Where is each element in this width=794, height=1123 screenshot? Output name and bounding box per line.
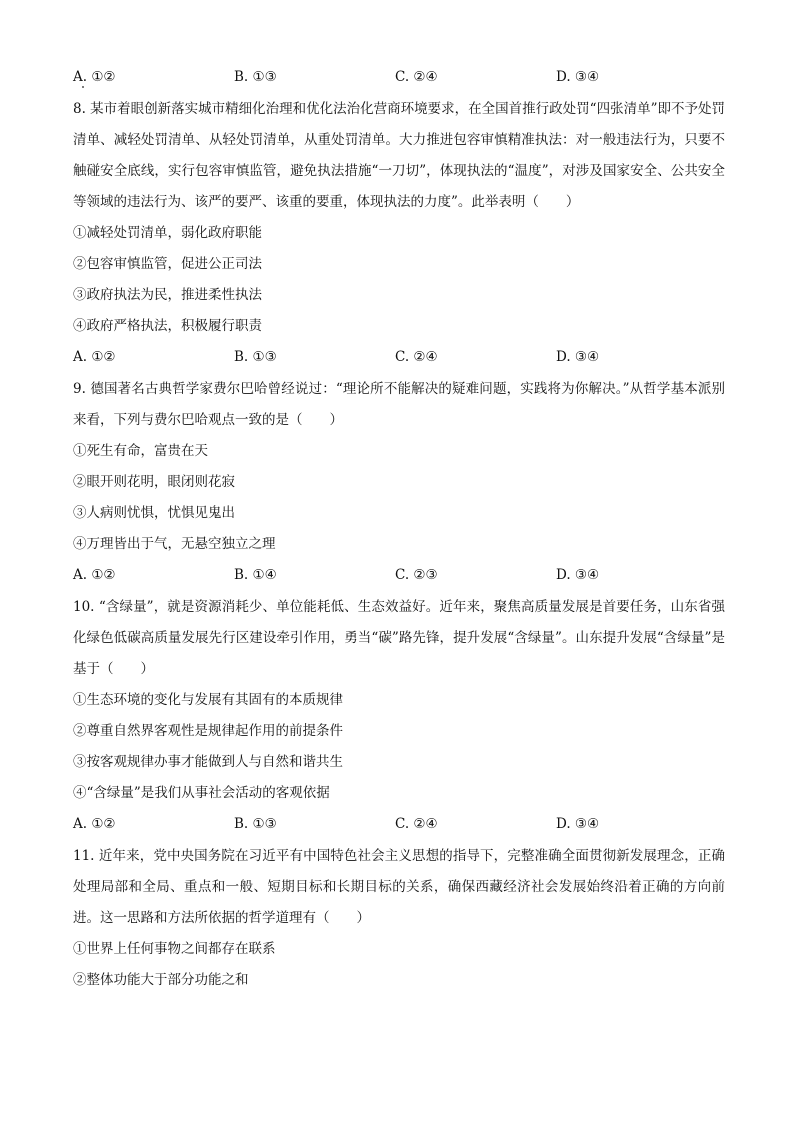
option-a: A. ①② bbox=[73, 566, 116, 583]
option-a: A. ①② bbox=[73, 348, 116, 365]
option-b: B. ①③ bbox=[234, 68, 277, 85]
question-9 bbox=[73, 374, 725, 589]
statement-1: ①减轻处罚清单，弱化政府职能 bbox=[73, 225, 262, 241]
statement-2: ②尊重自然界客观性是规律起作用的前提条件 bbox=[73, 723, 343, 739]
question-10 bbox=[73, 592, 725, 838]
statement-2: ②眼开则花明，眼闭则花寂 bbox=[73, 474, 235, 490]
option-d: D. ③④ bbox=[556, 348, 600, 365]
option-row bbox=[73, 809, 725, 838]
option-c: C. ②④ bbox=[395, 68, 438, 85]
option-b: B. ①④ bbox=[234, 566, 277, 583]
option-a: A. ①② bbox=[73, 68, 116, 85]
question-stem: 9. 德国著名古典哲学家费尔巴哈曾经说过：“理论所不能解决的疑难问题，实践将为你解决。”从哲学基本派别来看，下列与费尔巴哈观点一致的是（ ） bbox=[73, 381, 725, 428]
question-stem: 11. 近年来，党中央国务院在习近平有中国特色社会主义思想的指导下，完整准确全面贯彻新发展理念，正确处理局部和全局、重点和一般、短期目标和长期目标的关系，确保西藏经济社会发展始终沿着正确的方向前进。这一思路和方法所依据的哲学道理有（ ） bbox=[73, 848, 725, 926]
question-stem: 10. “含绿量”，就是资源消耗少、单位能耗低、生态效益好。近年来，聚焦高质量发展是首要任务，山东省强化绿色低碳高质量发展先行区建设牵引作用，勇当“碳”路先锋，提升发展“含绿量”。山东提升发展“含绿量”是基于（ ） bbox=[73, 599, 725, 677]
statement-3: ③按客观规律办事才能做到人与自然和谐共生 bbox=[73, 754, 343, 770]
statement-2: ②包容审慎监管，促进公正司法 bbox=[73, 256, 262, 272]
question-11 bbox=[73, 841, 725, 996]
option-row bbox=[73, 560, 725, 589]
statement-1: ①死生有命，富贵在天 bbox=[73, 443, 208, 459]
statement-4: ④万理皆出于气，无悬空独立之理 bbox=[73, 536, 276, 552]
option-row bbox=[73, 62, 725, 91]
statement-3: ③人病则忧惧，忧惧见鬼出 bbox=[73, 505, 235, 521]
option-b: B. ①③ bbox=[234, 348, 277, 365]
option-d: D. ③④ bbox=[556, 566, 600, 583]
question-stem: 8. 某市着眼创新落实城市精细化治理和优化法治化营商环境要求，在全国首推行政处罚“四张清单”即不予处罚清单、减轻处罚清单、从轻处罚清单，从重处罚清单。大力推进包容审慎精准执法：对一般违法行为，只要不触碰安全底线，实行包容审慎监管，避免执法措施“一刀切”，体现执法的“温度”，对涉及国家安全、公共安全等领域的违法行为、该严的要严、该重的要重，体现执法的力度”。此举表明（ ） bbox=[73, 101, 725, 210]
statement-2: ②整体功能大于部分功能之和 bbox=[73, 972, 249, 988]
statement-1: ①生态环境的变化与发展有其固有的本质规律 bbox=[73, 692, 343, 708]
statement-4: ④政府严格执法，积极履行职责 bbox=[73, 318, 262, 334]
option-b: B. ①③ bbox=[234, 815, 277, 832]
option-d: D. ③④ bbox=[556, 815, 600, 832]
option-c: C. ②④ bbox=[395, 815, 438, 832]
option-c: C. ②④ bbox=[395, 348, 438, 365]
option-c: C. ②③ bbox=[395, 566, 438, 583]
option-a: A. ①② bbox=[73, 815, 116, 832]
option-d: D. ③④ bbox=[556, 68, 600, 85]
statement-1: ①世界上任何事物之间都存在联系 bbox=[73, 941, 276, 957]
page-content bbox=[73, 62, 725, 996]
question-8 bbox=[73, 94, 725, 371]
statement-4: ④“含绿量”是我们从事社会活动的客观依据 bbox=[73, 785, 330, 801]
option-row bbox=[73, 342, 725, 371]
statement-3: ③政府执法为民，推进柔性执法 bbox=[73, 287, 262, 303]
